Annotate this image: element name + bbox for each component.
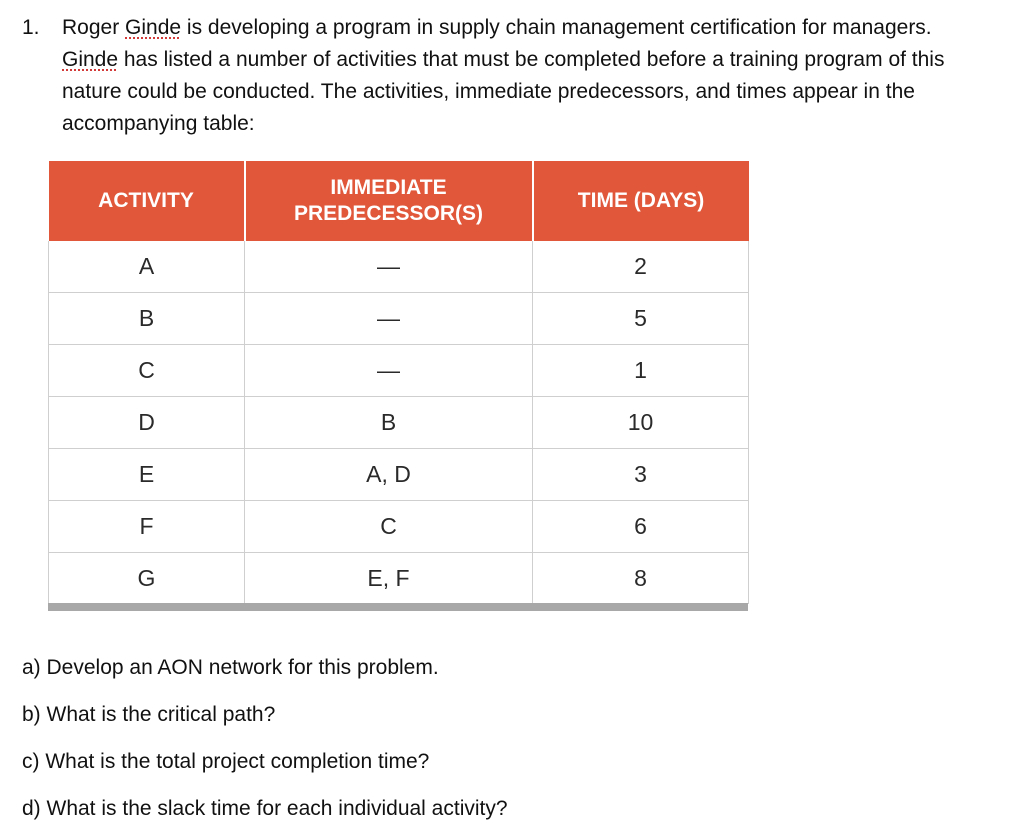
- header-immediate-predecessors: IMMEDIATE PREDECESSOR(S): [245, 161, 533, 241]
- table-bottom-rule: [48, 603, 748, 611]
- activity-cell: A: [49, 241, 245, 293]
- table-row: [49, 241, 749, 293]
- time-cell: 2: [533, 241, 749, 293]
- question-item: d) What is the slack time for each individual activity?: [22, 797, 508, 820]
- question-item: a) Develop an AON network for this problem.: [22, 656, 439, 679]
- predecessors-cell: —: [245, 293, 533, 345]
- problem-text: [62, 12, 982, 140]
- activity-cell: F: [49, 501, 245, 553]
- predecessors-cell: B: [245, 397, 533, 449]
- question-item: c) What is the total project completion time?: [22, 750, 430, 773]
- predecessors-cell: C: [245, 501, 533, 553]
- table-row: [49, 345, 749, 397]
- text-segment: is developing a program in supply chain management certification for: [181, 16, 827, 39]
- predecessors-cell: E, F: [245, 553, 533, 605]
- problem-statement: [22, 12, 982, 140]
- time-cell: 6: [533, 501, 749, 553]
- activity-cell: E: [49, 449, 245, 501]
- predecessors-cell: A, D: [245, 449, 533, 501]
- table-row: [49, 501, 749, 553]
- predecessors-cell: —: [245, 345, 533, 397]
- activity-cell: B: [49, 293, 245, 345]
- flagged-word: Ginde: [62, 48, 119, 71]
- text-segment: has listed a number of activities that must be completed before a training program of this nature could be conducted. The activities, immediate predecessors, and times appear in the accompanying table:: [62, 48, 945, 135]
- question-item: b) What is the critical path?: [22, 703, 276, 726]
- time-cell: 3: [533, 449, 749, 501]
- table-header-row: [49, 161, 749, 241]
- time-cell: 8: [533, 553, 749, 605]
- question-list: [22, 644, 508, 832]
- table-row: [49, 397, 749, 449]
- activity-table: [48, 161, 749, 604]
- table-row: [49, 293, 749, 345]
- time-cell: 1: [533, 345, 749, 397]
- header-time-days: TIME (DAYS): [533, 161, 749, 241]
- text-segment: Roger: [62, 16, 126, 39]
- table-row: [49, 449, 749, 501]
- problem-number: 1.: [22, 16, 40, 39]
- predecessors-cell: —: [245, 241, 533, 293]
- table-row: [49, 553, 749, 605]
- activity-cell: G: [49, 553, 245, 605]
- text-segment: managers.: [826, 16, 932, 39]
- activity-cell: D: [49, 397, 245, 449]
- time-cell: 10: [533, 397, 749, 449]
- flagged-word: Ginde: [125, 16, 182, 39]
- time-cell: 5: [533, 293, 749, 345]
- header-activity: ACTIVITY: [49, 161, 245, 241]
- activity-cell: C: [49, 345, 245, 397]
